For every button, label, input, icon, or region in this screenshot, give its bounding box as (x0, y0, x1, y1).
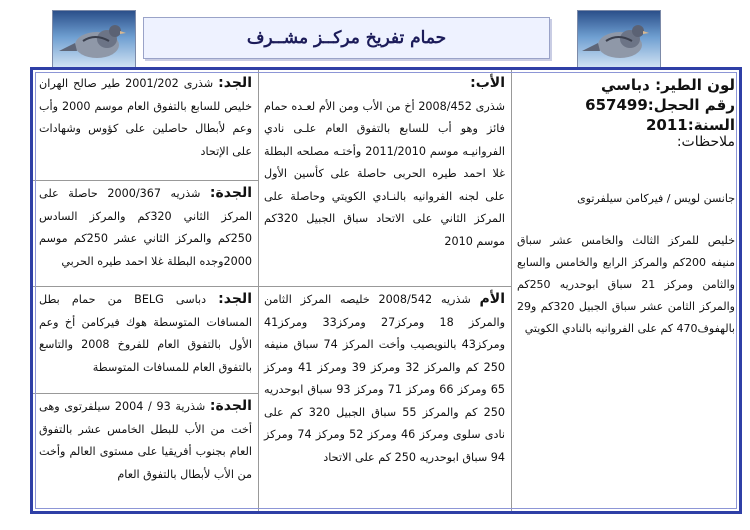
ring-value: 657499 (585, 96, 648, 114)
year-label: السنة: (687, 116, 735, 134)
grandfather-paternal-cell (33, 70, 258, 180)
title-banner (143, 17, 550, 59)
ring-row (517, 96, 735, 114)
grandmother-maternal-text: شذرية 93 / 2004 سيلفرتوى وهى أخت من الأب للبطل الخامس عشر بالتفوق العام بجنوب أفريقيا على مستوى العالم وأخت من الأب لأبطال بالتفوق العام (39, 400, 252, 481)
ring-label: رقم الحجل: (647, 96, 735, 114)
grandfather-maternal-cell (33, 286, 258, 393)
grandmother-paternal-cell (33, 180, 258, 286)
notes-body: خليص للمركز الثالث والخامس عشر سباق منيفه 200كم والمركز الرابع والخامس والسابع والثامن ومركز 21 سباق ابوحدريه 250كم والمركز الثامن عشر سباق الجبيل 320كم و29 بالهفوف470 كم على الفروانيه بالنادي الكويتي (517, 234, 735, 335)
mother-cell (258, 286, 511, 511)
grandmother-paternal-text: شذريه 2000/367 حاصلة على المركز الثاني 320كم والمركز السادس 250كم والمركز الثاني عشر 250كم موسم 2000وجده البطلة غلا احمد طيره الحربي (39, 187, 253, 268)
divider-right (511, 70, 512, 511)
grandfather-paternal-text: شذرى 2001/202 طير صالح الهران خليص للسابع بالتفوق العام موسم 2000 وأب وعم لأبطال حاصلين على كؤوس وشهادات على الإتحاد (39, 77, 252, 158)
grandfather-maternal-title: الجد: (218, 291, 252, 307)
notes-line1: جانسن لويس / فيركامن سيلفرتوى (577, 192, 735, 205)
pigeon-photo-left (52, 10, 136, 70)
mother-title: الأم (479, 291, 505, 307)
notes-label: ملاحظات: (676, 134, 735, 150)
grandmother-maternal-title: الجدة: (209, 398, 252, 414)
father-title: الأب: (470, 75, 505, 91)
banner-title: حمام تفريخ مركــز مشــرف (246, 28, 447, 48)
mother-text: شذريه 2008/542 خليصه المركز الثامن والمركز 18 ومركز27 ومركز33 ومركز41 ومركز43 بالنويصيب وأخت المركز 74 سباق منيفه 250 كم والمركز 32 ومركز 39 ومركز 41 ومركز 65 ومركز 66 ومركز 71 ومركز 93 سباق ابوحدريه 250 كم والمركز 55 سباق الجبيل 320 كم على نادى سلوى ومركز 46 ومركز 52 ومركز 74 ومركز 94 سباق ابوحدريه 250 كم على الاتحاد (264, 293, 506, 464)
grandfather-paternal-title: الجد: (218, 75, 252, 91)
color-row (517, 76, 735, 94)
bird-info (517, 76, 735, 150)
grandmother-paternal-title: الجدة: (209, 185, 253, 201)
color-value: دباسي (600, 76, 650, 94)
pigeon-photo-right (577, 10, 661, 70)
pedigree-frame (30, 67, 742, 514)
grandmother-maternal-cell (33, 393, 258, 511)
father-text: شذرى 2008/452 أخ من الأب ومن الأم لعـده حمام فائز وهو أب للسابع بالتفوق العام علـى نادي الفروانيـه موسم 2011/2010 وأختـه مصلحه البطلة غلا احمد طيره الحربى حاصلة على كأسين الأول على لجنه الفروانيه بالنـادي الكويتي وحاصلة على المركز الثاني على الاتحاد سباق الجبيل 320كم موسم 2010 (264, 99, 505, 248)
year-value: 2011 (645, 116, 688, 134)
year-row (517, 116, 735, 134)
father-cell (258, 70, 511, 286)
color-label: لون الطير: (655, 76, 735, 94)
grandfather-maternal-text: دباسى BELG من حمام بطل المسافات المتوسطة هوك فيركامن أخ وعم الأول بالتفوق العام للفروخ 2008 والتاسع بالتفوق العام للمسافات المتوسطة (39, 293, 252, 374)
